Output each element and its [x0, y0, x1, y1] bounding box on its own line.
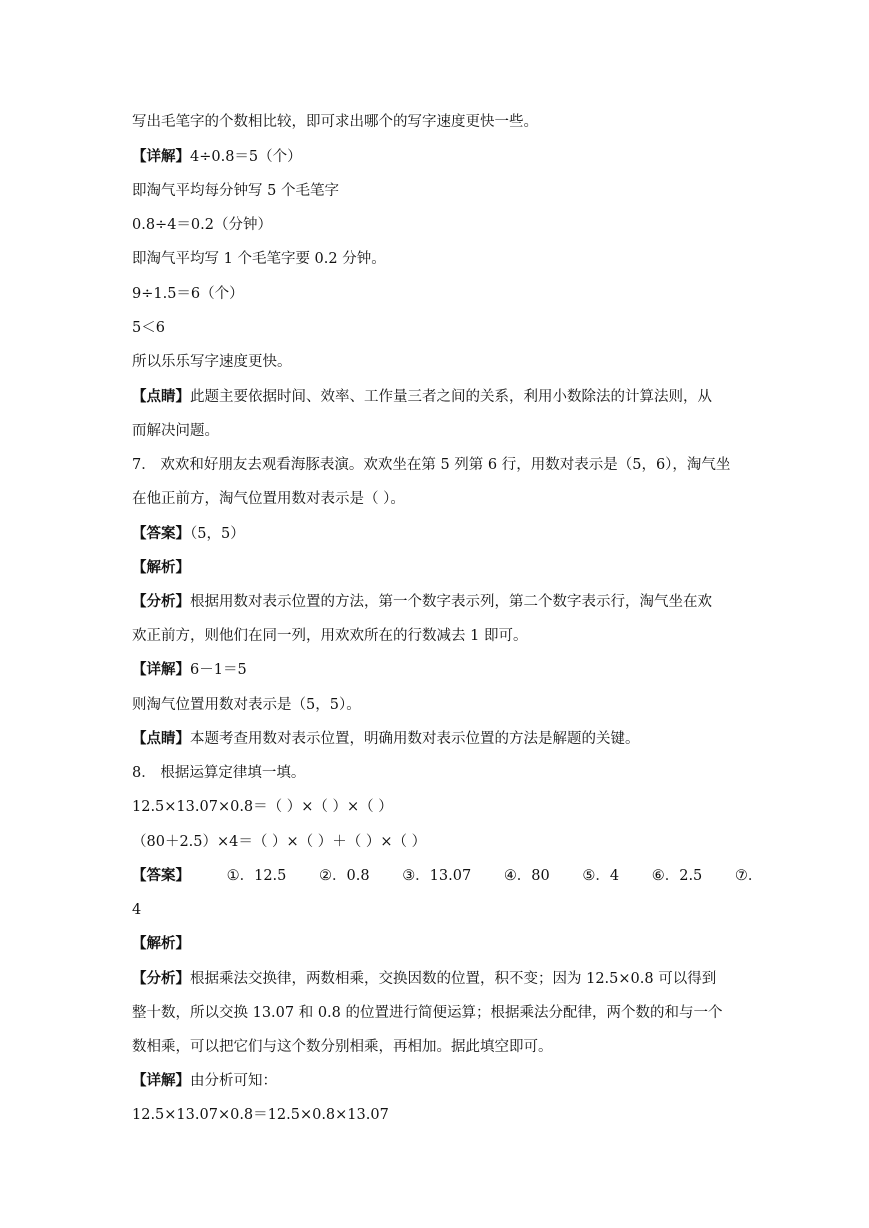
answer-item: ⑥．2.5 [651, 868, 703, 884]
line-text: 根据乘法交换律，两数相乘，交换因数的位置，积不变；因为 12.5×0.8 可以得到 [190, 971, 717, 987]
text-line: 9÷1.5＝6（个） [132, 286, 244, 302]
section-tag: 【点睛】 [132, 730, 190, 747]
text-line: 即淘气平均写 1 个毛笔字要 0.2 分钟。 [132, 251, 386, 267]
comment-line [132, 729, 752, 749]
line-text: 本题考查用数对表示位置，明确用数对表示位置的方法是解题的关键。 [190, 731, 640, 747]
detail-line [132, 1071, 752, 1091]
text-line: 所以乐乐写字速度更快。 [132, 354, 292, 370]
question-line: 在他正前方，淘气位置用数对表示是（ ）。 [132, 491, 405, 507]
analysis-line [132, 934, 752, 954]
section-tag: 【详解】 [132, 1072, 190, 1089]
analysis-line [132, 969, 752, 989]
section-tag: 【答案】 [132, 525, 190, 542]
analysis-line [132, 592, 752, 612]
question-line: 12.5×13.07×0.8＝（ ）×（ ）×（ ） [132, 799, 393, 815]
text-line: 即淘气平均每分钟写 5 个毛笔字 [132, 183, 339, 199]
line-text: 4÷0.8＝5（个） [190, 149, 302, 165]
line-text: 6－1＝5 [190, 662, 247, 678]
section-tag: 【分析】 [132, 593, 190, 610]
section-tag: 【答案】 [132, 867, 190, 884]
line-text: 由分析可知： [190, 1073, 277, 1089]
text-line: 0.8÷4＝0.2（分钟） [132, 217, 272, 233]
detail-line [132, 147, 752, 167]
text-line: 而解决问题。 [132, 423, 219, 439]
section-tag: 【详解】 [132, 661, 190, 678]
section-tag: 【解析】 [132, 935, 190, 952]
text-line: 4 [132, 902, 142, 918]
text-line: 欢正前方，则他们在同一列，用欢欢所在的行数减去 1 即可。 [132, 628, 528, 644]
answer-item: ③．13.07 [402, 868, 472, 884]
section-tag: 【详解】 [132, 148, 190, 165]
section-tag: 【分析】 [132, 970, 190, 987]
text-line: 5＜6 [132, 320, 165, 336]
text-line: 写出毛笔字的个数相比较，即可求出哪个的写字速度更快一些。 [132, 114, 538, 130]
question-line: 7． 欢欢和好朋友去观看海豚表演。欢欢坐在第 5 列第 6 行，用数对表示是（5，6），淘气坐 [132, 457, 731, 473]
section-tag: 【点睛】 [132, 388, 190, 405]
line-text: 此题主要依据时间、效率、工作量三者之间的关系，利用小数除法的计算法则，从 [190, 389, 712, 405]
line-text: （5，5） [190, 526, 245, 542]
section-tag: 【解析】 [132, 559, 190, 576]
detail-line [132, 660, 752, 680]
text-line: 数相乘，可以把它们与这个数分别相乘，再相加。据此填空即可。 [132, 1039, 553, 1055]
text-line: 12.5×13.07×0.8＝12.5×0.8×13.07 [132, 1107, 389, 1123]
text-line: 整十数，所以交换 13.07 和 0.8 的位置进行简便运算；根据乘法分配律，两个数的和与一个 [132, 1005, 723, 1021]
answer-line [132, 524, 752, 544]
answer-item: ⑦． [734, 868, 763, 884]
answer-item: ①．12.5 [226, 868, 287, 884]
answer-item: ④．80 [503, 868, 550, 884]
question-line: （80＋2.5）×4＝（ ）×（ ）＋（ ）×（ ） [132, 834, 427, 850]
comment-line [132, 387, 752, 407]
analysis-line [132, 558, 752, 578]
line-text: 根据用数对表示位置的方法，第一个数字表示列，第二个数字表示行，淘气坐在欢 [190, 594, 712, 610]
answer-item: ⑤．4 [582, 868, 620, 884]
answer-item: ②．0.8 [319, 868, 370, 884]
question-line: 8． 根据运算定律填一填。 [132, 765, 306, 781]
text-line: 则淘气位置用数对表示是（5，5）。 [132, 697, 361, 713]
answer-line [132, 866, 763, 886]
